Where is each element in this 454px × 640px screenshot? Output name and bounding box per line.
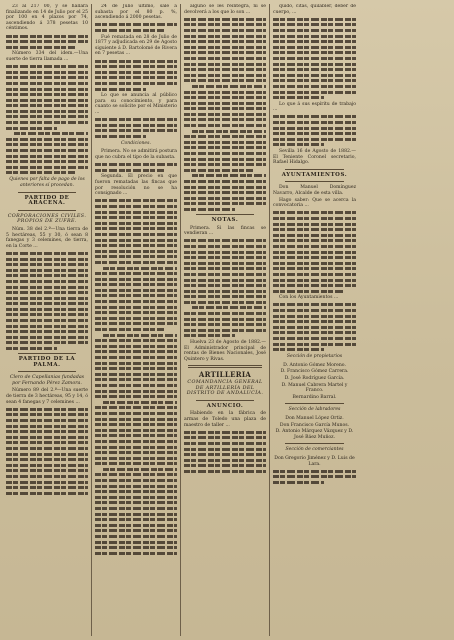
col4-section-farmers: Sección de labradores	[288, 407, 341, 413]
col2-lead: 24 de Julio último, sale á subasta por el 80 p. %, ascendiendo á 2000 pesetas.	[95, 4, 177, 21]
column-2	[92, 4, 181, 636]
column-4	[270, 4, 359, 636]
col3-notes-title: NOTAS.	[211, 216, 239, 223]
col4-p2: Lo que á sus espíritu de trabajo ...	[273, 101, 356, 113]
col3-lead: alguno se les reintegra, ni se devolverá a los que lo son ...	[184, 4, 266, 15]
col4-name-8: D. Antonio Márquez Vázquez y D. José Báez Muñoz.	[275, 429, 354, 440]
column-3	[181, 4, 270, 636]
col1-p2: Número 334 del idem.—Una suerte de tierra llamada ...	[6, 51, 88, 62]
col4-p3: Sevilla 16 de Agosto de 1882.—El Teniente Coronel secretario, Rafael Hidalgo.	[273, 149, 356, 166]
col2-p4: Primera. No se admitirá postura que no cubra el tipo de la subasta.	[95, 149, 177, 161]
col3-p2: Primera. Si las fincas se vendieran ...	[184, 225, 266, 237]
col4-p6: Con los Ayuntamientos ...	[279, 295, 339, 301]
col2-conditions-heading: Condiciones.	[121, 140, 151, 146]
col4-name-7: Don Francisco García Munos.	[279, 422, 350, 428]
col3-anuncio-title: ANUNCIO.	[206, 402, 244, 409]
col4-name-2: D. Francisco Gómez Carrera.	[280, 369, 349, 375]
col3-artilleria-heading: ARTILLERIA	[198, 370, 252, 380]
col4-ayuntamientos-title: AYUNTAMIENTOS.	[281, 171, 348, 178]
col1-section-subtitle: CORPORACIONES CIVILES. PROPIOS DE ZUFRE.	[7, 213, 87, 225]
col1-section-subtitle-2: Clero de Capellanias fundadas por Fernando Pérez Zamora.	[9, 375, 85, 386]
col2-p2: Fué rematada en 28 de Julio de 1877 y adjudicada en 29 de Agosto siguiente á D. Bartolomé de Rivera en 7 pesetas ...	[95, 34, 177, 57]
col4-p5: Hago saber: Que se acerca la convocatoria ...	[273, 197, 356, 209]
col4-name-1: D. Antonio Gómez Moreno.	[283, 362, 346, 368]
col3-artilleria-sub: COMANDANCIA GENERAL DE ARTILLERÍA DEL DISTRITO DE ANDALUCÍA.	[186, 380, 264, 397]
col3-p3: Huelva 23 de Agosto de 1882.—El Administrador principal de rentas de Bienes Nacionales, José Quintero y Rivas.	[184, 340, 266, 362]
col4-name-9: Don Gregorio Jiménez y D. Luis de Lara.	[274, 455, 355, 467]
col4-lead: quido, citas, quilabler, deber de cuerpo, ...	[273, 4, 356, 15]
col4-name-4: D. Manuel Cabrera Martel y Franco.	[281, 382, 348, 394]
col1-p3: Núm. 38 del 2.º—Una tierra de 5 hectáreas, 55 y 30, ó sean 8 fanegas y 3 celemines, de tierra, en la Corte ...	[6, 226, 88, 249]
col1-p4: Número 89 del 2.º—Una suerte de tierra de 3 hectáreas, 95 y 14, ó sean 4 fanegas y 7 celemines ...	[6, 388, 88, 405]
col4-p4: Don Manuel Domínguez Navarro, Alcalde de esta villa.	[273, 185, 356, 196]
col4-name-3: D. José Rodríguez García.	[284, 376, 345, 381]
col4-name-5: Bernardino Barral.	[292, 394, 337, 400]
col2-p3: Lo que se anuncia al público para su conocimiento, y para cuanto se solicite por el Ministerio ...	[95, 93, 177, 115]
col1-section-title: PARTIDO DE ARACENA.	[24, 194, 70, 207]
col1-lead: 23 al 217 00, y se hallará finalizando en 14 de Julio por el 25 por 100 en 4 plazos por 74, ascendiendo á 378 pesetas 10 céntimos.	[6, 4, 88, 32]
col2-p5: Segunda. El precio en que fueron rematadas las fincas que por resolución no se ha consignado ...	[95, 174, 177, 197]
column-1	[3, 4, 92, 636]
col3-p4: Habiendo en la fábrica de armas de Toledo una plaza de maestro de taller ...	[184, 411, 266, 428]
col1-italic-note: Quienes por falta de pago de los anteriores sí procedan.	[9, 177, 85, 188]
col4-name-6: Don Manuel López Ortiz.	[285, 415, 344, 421]
col4-section-merchants: Sección de comerciantes	[285, 447, 344, 453]
col4-section-owners: Sección de propietarios	[286, 354, 343, 360]
col1-section-title-2: PARTIDO DE LA PALMA.	[18, 356, 76, 368]
